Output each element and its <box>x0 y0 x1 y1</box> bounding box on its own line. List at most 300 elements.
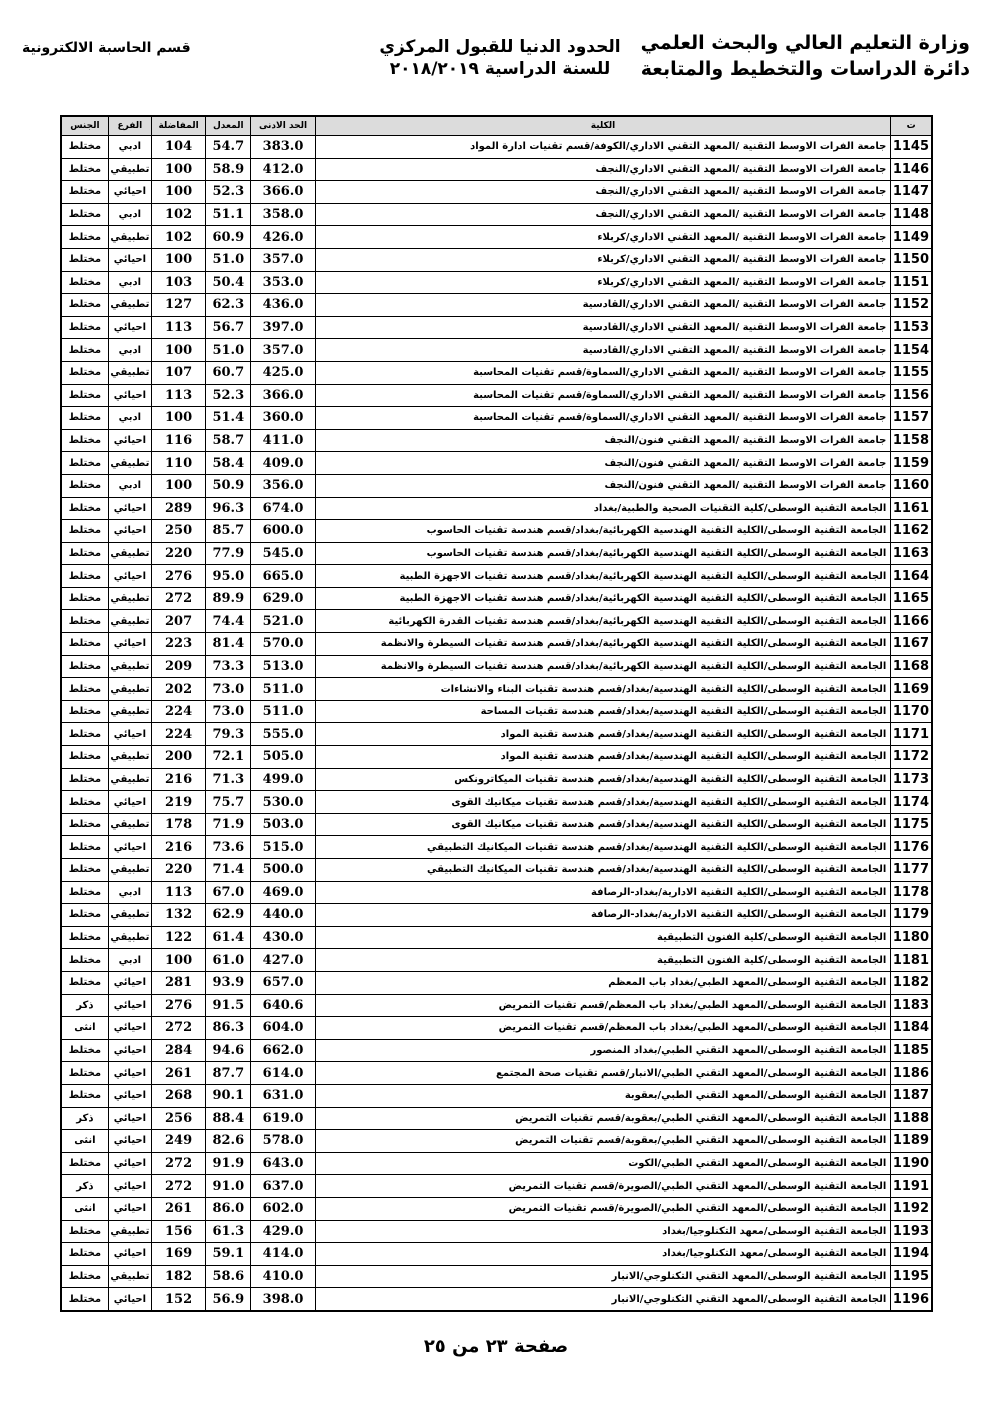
cell-average: 62.9 <box>206 904 251 927</box>
cell-gender: مختلط <box>61 926 108 949</box>
cell-gender: مختلط <box>61 881 108 904</box>
cell-average: 85.7 <box>206 520 251 543</box>
cell-gender: مختلط <box>61 316 108 339</box>
cell-average: 91.9 <box>206 1152 251 1175</box>
cell-average: 71.3 <box>206 768 251 791</box>
table-row <box>61 474 932 497</box>
cell-branch: احيائي <box>108 248 151 271</box>
table-row <box>61 1288 932 1311</box>
cell-college: الجامعة التقنية الوسطى/الكلية التقنية الهندسية/بغداد/قسم هندسة تقنيات الميكانيك التطبيقي <box>315 859 891 882</box>
document-title <box>330 36 670 80</box>
cell-seq: 1194 <box>891 1243 932 1266</box>
cell-gender: مختلط <box>61 1062 108 1085</box>
cell-average: 56.7 <box>206 316 251 339</box>
cell-preference: 268 <box>151 1084 205 1107</box>
cell-seq: 1147 <box>891 181 932 204</box>
cell-college: جامعة الفرات الاوسط التقنية /المعهد التقني الاداري/الكوفة/قسم تقنيات ادارة المواد <box>315 136 891 159</box>
cell-branch: احيائي <box>108 1152 151 1175</box>
cell-seq: 1160 <box>891 474 932 497</box>
table-row <box>61 994 932 1017</box>
cell-branch: احيائي <box>108 1243 151 1266</box>
cell-college: الجامعة التقنية الوسطى/المعهد التقني الطبي/الكوت <box>315 1152 891 1175</box>
cell-branch: تطبيقي <box>108 1220 151 1243</box>
cell-gender: مختلط <box>61 836 108 859</box>
table-row <box>61 1220 932 1243</box>
cell-preference: 281 <box>151 971 205 994</box>
cell-min-score: 410.0 <box>251 1265 315 1288</box>
cell-branch: ادبي <box>108 339 151 362</box>
cell-min-score: 515.0 <box>251 836 315 859</box>
cell-average: 58.6 <box>206 1265 251 1288</box>
table-row <box>61 429 932 452</box>
cell-preference: 100 <box>151 181 205 204</box>
cell-average: 73.3 <box>206 655 251 678</box>
table-row <box>61 203 932 226</box>
cell-gender: مختلط <box>61 1288 108 1311</box>
table-row <box>61 881 932 904</box>
table-row <box>61 1084 932 1107</box>
table-row <box>61 181 932 204</box>
cell-min-score: 511.0 <box>251 678 315 701</box>
cell-preference: 276 <box>151 994 205 1017</box>
cell-min-score: 358.0 <box>251 203 315 226</box>
cell-gender: مختلط <box>61 949 108 972</box>
table-row <box>61 926 932 949</box>
cell-average: 71.4 <box>206 859 251 882</box>
table-row <box>61 678 932 701</box>
cell-average: 81.4 <box>206 633 251 656</box>
cell-seq: 1164 <box>891 565 932 588</box>
cell-seq: 1156 <box>891 384 932 407</box>
cell-branch: ادبي <box>108 949 151 972</box>
cell-college: الجامعة التقنية الوسطى/المعهد التقني التكنلوجي/الانبار <box>315 1288 891 1311</box>
cell-college: الجامعة التقنية الوسطى/كلية التقنيات الصحية والطبية/بغداد <box>315 497 891 520</box>
cell-gender: مختلط <box>61 1220 108 1243</box>
cell-average: 56.9 <box>206 1288 251 1311</box>
cell-gender: مختلط <box>61 294 108 317</box>
cell-college: الجامعة التقنية الوسطى/الكلية التقنية الهندسية/بغداد/قسم هندسة تقنيات الميكانيك التطبيقي <box>315 836 891 859</box>
cell-college: الجامعة التقنية الوسطى/الكلية التقنية الهندسية الكهربائية/بغداد/قسم هندسة تقنيات القدرة الكهربائية <box>315 610 891 633</box>
cell-preference: 220 <box>151 859 205 882</box>
cell-preference: 169 <box>151 1243 205 1266</box>
table-row <box>61 1039 932 1062</box>
cell-preference: 132 <box>151 904 205 927</box>
cell-branch: احيائي <box>108 971 151 994</box>
cell-preference: 100 <box>151 949 205 972</box>
cell-seq: 1178 <box>891 881 932 904</box>
cell-average: 51.4 <box>206 407 251 430</box>
cell-college: الجامعة التقنية الوسطى/كلية الفنون التطبيقية <box>315 926 891 949</box>
cell-min-score: 366.0 <box>251 384 315 407</box>
cell-preference: 100 <box>151 474 205 497</box>
cell-average: 73.0 <box>206 700 251 723</box>
cell-preference: 249 <box>151 1130 205 1153</box>
cell-college: جامعة الفرات الاوسط التقنية /المعهد التقني الاداري/السماوة/قسم تقنيات المحاسبة <box>315 361 891 384</box>
cell-branch: تطبيقي <box>108 587 151 610</box>
cell-preference: 223 <box>151 633 205 656</box>
cell-preference: 107 <box>151 361 205 384</box>
table-row <box>61 859 932 882</box>
cell-average: 95.0 <box>206 565 251 588</box>
cell-gender: مختلط <box>61 497 108 520</box>
cell-college: الجامعة التقنية الوسطى/الكلية التقنية الهندسية/بغداد/قسم هندسة تقنيات ميكانيك القوى <box>315 791 891 814</box>
cell-college: جامعة الفرات الاوسط التقنية /المعهد التقني الاداري/النجف <box>315 181 891 204</box>
cell-average: 86.3 <box>206 1017 251 1040</box>
cell-branch: ادبي <box>108 407 151 430</box>
cell-college: جامعة الفرات الاوسط التقنية /المعهد التقني فنون/النجف <box>315 452 891 475</box>
cell-college: الجامعة التقنية الوسطى/المعهد التقني الطبي/بغداد المنصور <box>315 1039 891 1062</box>
cell-average: 61.3 <box>206 1220 251 1243</box>
cell-average: 61.0 <box>206 949 251 972</box>
table-row <box>61 1130 932 1153</box>
cell-college: جامعة الفرات الاوسط التقنية /المعهد التقني الاداري/كربلاء <box>315 226 891 249</box>
cell-min-score: 545.0 <box>251 542 315 565</box>
cell-college: جامعة الفرات الاوسط التقنية /المعهد التقني الاداري/القادسية <box>315 316 891 339</box>
table-row <box>61 700 932 723</box>
cell-gender: مختلط <box>61 904 108 927</box>
cell-average: 52.3 <box>206 181 251 204</box>
cell-min-score: 674.0 <box>251 497 315 520</box>
cell-preference: 100 <box>151 248 205 271</box>
cell-branch: تطبيقي <box>108 926 151 949</box>
cell-branch: تطبيقي <box>108 158 151 181</box>
cell-seq: 1189 <box>891 1130 932 1153</box>
cell-gender: مختلط <box>61 429 108 452</box>
table-row <box>61 813 932 836</box>
table-row <box>61 361 932 384</box>
cell-gender: مختلط <box>61 791 108 814</box>
cell-gender: مختلط <box>61 971 108 994</box>
cell-preference: 122 <box>151 926 205 949</box>
cell-gender: مختلط <box>61 1039 108 1062</box>
cell-gender: مختلط <box>61 1243 108 1266</box>
cell-seq: 1146 <box>891 158 932 181</box>
cell-gender: انثى <box>61 1197 108 1220</box>
cell-average: 90.1 <box>206 1084 251 1107</box>
cell-min-score: 600.0 <box>251 520 315 543</box>
cell-min-score: 505.0 <box>251 746 315 769</box>
cell-seq: 1150 <box>891 248 932 271</box>
cell-preference: 216 <box>151 768 205 791</box>
cell-preference: 261 <box>151 1197 205 1220</box>
cell-preference: 261 <box>151 1062 205 1085</box>
cell-preference: 219 <box>151 791 205 814</box>
cell-branch: تطبيقي <box>108 859 151 882</box>
cell-gender: مختلط <box>61 158 108 181</box>
cell-min-score: 643.0 <box>251 1152 315 1175</box>
cell-average: 72.1 <box>206 746 251 769</box>
ministry-name: وزارة التعليم العالي والبحث العلمي <box>640 32 970 54</box>
cell-average: 59.1 <box>206 1243 251 1266</box>
cell-gender: مختلط <box>61 181 108 204</box>
table-row <box>61 768 932 791</box>
cell-preference: 102 <box>151 226 205 249</box>
admission-table-container <box>60 115 933 1312</box>
cell-gender: مختلط <box>61 1084 108 1107</box>
cell-min-score: 360.0 <box>251 407 315 430</box>
cell-average: 71.9 <box>206 813 251 836</box>
cell-college: الجامعة التقنية الوسطى/المعهد التقني التكنلوجي/الانبار <box>315 1265 891 1288</box>
cell-gender: مختلط <box>61 746 108 769</box>
table-row <box>61 294 932 317</box>
cell-preference: 102 <box>151 203 205 226</box>
cell-gender: مختلط <box>61 565 108 588</box>
table-row <box>61 836 932 859</box>
cell-branch: احيائي <box>108 565 151 588</box>
cell-preference: 127 <box>151 294 205 317</box>
cell-seq: 1190 <box>891 1152 932 1175</box>
cell-branch: ادبي <box>108 474 151 497</box>
cell-branch: تطبيقي <box>108 1265 151 1288</box>
cell-seq: 1153 <box>891 316 932 339</box>
cell-min-score: 426.0 <box>251 226 315 249</box>
cell-college: الجامعة التقنية الوسطى/المعهد التقني الطبي/الصويرة/قسم تقنيات التمريض <box>315 1197 891 1220</box>
table-row <box>61 1265 932 1288</box>
cell-average: 87.7 <box>206 1062 251 1085</box>
cell-seq: 1184 <box>891 1017 932 1040</box>
table-row <box>61 384 932 407</box>
table-row <box>61 565 932 588</box>
cell-preference: 250 <box>151 520 205 543</box>
cell-preference: 156 <box>151 1220 205 1243</box>
cell-min-score: 427.0 <box>251 949 315 972</box>
table-row <box>61 271 932 294</box>
cell-min-score: 357.0 <box>251 248 315 271</box>
cell-preference: 113 <box>151 316 205 339</box>
computer-department-label: قسم الحاسبة الالكترونية <box>22 40 191 56</box>
cell-gender: مختلط <box>61 136 108 159</box>
cell-gender: مختلط <box>61 271 108 294</box>
cell-seq: 1180 <box>891 926 932 949</box>
cell-college: الجامعة التقنية الوسطى/المعهد الطبي/بغداد باب المعظم/قسم تقنيات التمريض <box>315 1017 891 1040</box>
cell-min-score: 383.0 <box>251 136 315 159</box>
cell-min-score: 570.0 <box>251 633 315 656</box>
cell-min-score: 429.0 <box>251 1220 315 1243</box>
cell-seq: 1188 <box>891 1107 932 1130</box>
cell-gender: مختلط <box>61 474 108 497</box>
cell-min-score: 614.0 <box>251 1062 315 1085</box>
cell-seq: 1154 <box>891 339 932 362</box>
cell-preference: 220 <box>151 542 205 565</box>
cell-min-score: 511.0 <box>251 700 315 723</box>
cell-seq: 1165 <box>891 587 932 610</box>
cell-min-score: 503.0 <box>251 813 315 836</box>
cell-college: الجامعة التقنية الوسطى/معهد التكنلوجيا/بغداد <box>315 1243 891 1266</box>
cell-college: الجامعة التقنية الوسطى/الكلية التقنية الادارية/بغداد-الرصافة <box>315 881 891 904</box>
cell-college: الجامعة التقنية الوسطى/المعهد الطبي/بغداد باب المعظم <box>315 971 891 994</box>
cell-min-score: 412.0 <box>251 158 315 181</box>
cell-college: الجامعة التقنية الوسطى/المعهد التقني الطبي/بعقوبة/قسم تقنيات التمريض <box>315 1130 891 1153</box>
cell-branch: احيائي <box>108 633 151 656</box>
cell-seq: 1170 <box>891 700 932 723</box>
cell-min-score: 436.0 <box>251 294 315 317</box>
cell-branch: تطبيقي <box>108 700 151 723</box>
cell-preference: 289 <box>151 497 205 520</box>
cell-branch: احيائي <box>108 723 151 746</box>
cell-branch: تطبيقي <box>108 452 151 475</box>
cell-branch: تطبيقي <box>108 542 151 565</box>
cell-college: الجامعة التقنية الوسطى/الكلية التقنية الادارية/بغداد-الرصافة <box>315 904 891 927</box>
cell-college: جامعة الفرات الاوسط التقنية /المعهد التقني الاداري/السماوة/قسم تقنيات المحاسبة <box>315 407 891 430</box>
cell-average: 58.7 <box>206 429 251 452</box>
cell-seq: 1148 <box>891 203 932 226</box>
cell-average: 54.7 <box>206 136 251 159</box>
cell-gender: مختلط <box>61 520 108 543</box>
cell-preference: 110 <box>151 452 205 475</box>
cell-min-score: 521.0 <box>251 610 315 633</box>
cell-min-score: 499.0 <box>251 768 315 791</box>
table-row <box>61 316 932 339</box>
cell-college: الجامعة التقنية الوسطى/الكلية التقنية الهندسية/بغداد/قسم هندسة تقنية المواد <box>315 746 891 769</box>
cell-average: 50.4 <box>206 271 251 294</box>
cell-college: الجامعة التقنية الوسطى/الكلية التقنية الهندسية/بغداد/قسم هندسة تقنيات ميكانيك القوى <box>315 813 891 836</box>
cell-college: الجامعة التقنية الوسطى/الكلية التقنية الهندسية الكهربائية/بغداد/قسم هندسة تقنيات الاجهزة الطبية <box>315 587 891 610</box>
cell-seq: 1186 <box>891 1062 932 1085</box>
cell-college: الجامعة التقنية الوسطى/الكلية التقنية الهندسية الكهربائية/بغداد/قسم هندسة تقنيات الحاسوب <box>315 520 891 543</box>
cell-min-score: 578.0 <box>251 1130 315 1153</box>
table-row <box>61 655 932 678</box>
cell-gender: مختلط <box>61 587 108 610</box>
cell-gender: مختلط <box>61 813 108 836</box>
cell-gender: مختلط <box>61 361 108 384</box>
cell-college: الجامعة التقنية الوسطى/الكلية التقنية الهندسية الكهربائية/بغداد/قسم هندسة تقنيات السيطرة والانظمة <box>315 655 891 678</box>
cell-min-score: 602.0 <box>251 1197 315 1220</box>
cell-gender: مختلط <box>61 452 108 475</box>
cell-seq: 1187 <box>891 1084 932 1107</box>
table-row <box>61 542 932 565</box>
table-row <box>61 587 932 610</box>
table-row <box>61 226 932 249</box>
cell-min-score: 530.0 <box>251 791 315 814</box>
cell-average: 67.0 <box>206 881 251 904</box>
cell-seq: 1161 <box>891 497 932 520</box>
cell-min-score: 469.0 <box>251 881 315 904</box>
cell-gender: انثى <box>61 1130 108 1153</box>
table-row <box>61 452 932 475</box>
cell-gender: انثى <box>61 1017 108 1040</box>
table-row <box>61 136 932 159</box>
cell-seq: 1195 <box>891 1265 932 1288</box>
cell-preference: 182 <box>151 1265 205 1288</box>
cell-seq: 1166 <box>891 610 932 633</box>
cell-college: جامعة الفرات الاوسط التقنية /المعهد التقني الاداري/النجف <box>315 203 891 226</box>
cell-college: الجامعة التقنية الوسطى/المعهد الطبي/بغداد باب المعظم/قسم تقنيات التمريض <box>315 994 891 1017</box>
table-row <box>61 248 932 271</box>
cell-min-score: 411.0 <box>251 429 315 452</box>
cell-seq: 1172 <box>891 746 932 769</box>
cell-preference: 272 <box>151 1017 205 1040</box>
cell-branch: تطبيقي <box>108 294 151 317</box>
cell-branch: احيائي <box>108 1288 151 1311</box>
cell-gender: مختلط <box>61 768 108 791</box>
cell-branch: تطبيقي <box>108 746 151 769</box>
cell-branch: ادبي <box>108 881 151 904</box>
cell-college: جامعة الفرات الاوسط التقنية /المعهد التقني الاداري/كربلاء <box>315 271 891 294</box>
cell-branch: تطبيقي <box>108 610 151 633</box>
cell-branch: احيائي <box>108 1017 151 1040</box>
cell-branch: احيائي <box>108 1130 151 1153</box>
cell-branch: تطبيقي <box>108 904 151 927</box>
cell-branch: احيائي <box>108 429 151 452</box>
cell-seq: 1163 <box>891 542 932 565</box>
cell-branch: احيائي <box>108 1084 151 1107</box>
cell-min-score: 662.0 <box>251 1039 315 1062</box>
cell-branch: احيائي <box>108 1175 151 1198</box>
cell-min-score: 430.0 <box>251 926 315 949</box>
cell-branch: ادبي <box>108 136 151 159</box>
cell-seq: 1145 <box>891 136 932 159</box>
cell-average: 79.3 <box>206 723 251 746</box>
header-average: المعدل <box>206 116 251 136</box>
cell-min-score: 604.0 <box>251 1017 315 1040</box>
cell-min-score: 637.0 <box>251 1175 315 1198</box>
cell-preference: 113 <box>151 881 205 904</box>
cell-branch: ادبي <box>108 271 151 294</box>
cell-preference: 100 <box>151 339 205 362</box>
cell-gender: ذكر <box>61 1175 108 1198</box>
cell-seq: 1157 <box>891 407 932 430</box>
cell-min-score: 356.0 <box>251 474 315 497</box>
cell-gender: مختلط <box>61 610 108 633</box>
cell-seq: 1159 <box>891 452 932 475</box>
cell-branch: احيائي <box>108 497 151 520</box>
cell-college: الجامعة التقنية الوسطى/كلية الفنون التطبيقية <box>315 949 891 972</box>
cell-gender: مختلط <box>61 1152 108 1175</box>
cell-preference: 104 <box>151 136 205 159</box>
cell-college: الجامعة التقنية الوسطى/الكلية التقنية الهندسية/بغداد/قسم هندسة تقنيات البناء والانشاءات <box>315 678 891 701</box>
cell-preference: 152 <box>151 1288 205 1311</box>
table-row <box>61 904 932 927</box>
cell-seq: 1179 <box>891 904 932 927</box>
cell-branch: تطبيقي <box>108 813 151 836</box>
cell-average: 73.6 <box>206 836 251 859</box>
cell-min-score: 555.0 <box>251 723 315 746</box>
cell-gender: مختلط <box>61 407 108 430</box>
cell-min-score: 657.0 <box>251 971 315 994</box>
cell-min-score: 398.0 <box>251 1288 315 1311</box>
cell-preference: 100 <box>151 158 205 181</box>
table-row <box>61 633 932 656</box>
cell-college: الجامعة التقنية الوسطى/الكلية التقنية الهندسية/بغداد/قسم هندسة تقنيات المساحة <box>315 700 891 723</box>
cell-preference: 256 <box>151 1107 205 1130</box>
cell-college: الجامعة التقنية الوسطى/الكلية التقنية الهندسية الكهربائية/بغداد/قسم هندسة تقنيات الحاسوب <box>315 542 891 565</box>
cell-gender: مختلط <box>61 859 108 882</box>
cell-branch: احيائي <box>108 1197 151 1220</box>
table-row <box>61 1243 932 1266</box>
table-body <box>61 136 932 1311</box>
table-row <box>61 1197 932 1220</box>
header-seq: ت <box>891 116 932 136</box>
cell-average: 50.9 <box>206 474 251 497</box>
cell-average: 89.9 <box>206 587 251 610</box>
cell-average: 58.4 <box>206 452 251 475</box>
cell-average: 88.4 <box>206 1107 251 1130</box>
cell-preference: 178 <box>151 813 205 836</box>
table-row <box>61 949 932 972</box>
table-header-row <box>61 116 932 136</box>
cell-preference: 216 <box>151 836 205 859</box>
header-branch: الفرع <box>108 116 151 136</box>
cell-min-score: 629.0 <box>251 587 315 610</box>
cell-branch: ادبي <box>108 203 151 226</box>
cell-min-score: 366.0 <box>251 181 315 204</box>
cell-gender: ذكر <box>61 1107 108 1130</box>
cell-branch: تطبيقي <box>108 678 151 701</box>
cell-seq: 1162 <box>891 520 932 543</box>
admission-table <box>60 115 933 1312</box>
cell-min-score: 353.0 <box>251 271 315 294</box>
cell-preference: 272 <box>151 587 205 610</box>
